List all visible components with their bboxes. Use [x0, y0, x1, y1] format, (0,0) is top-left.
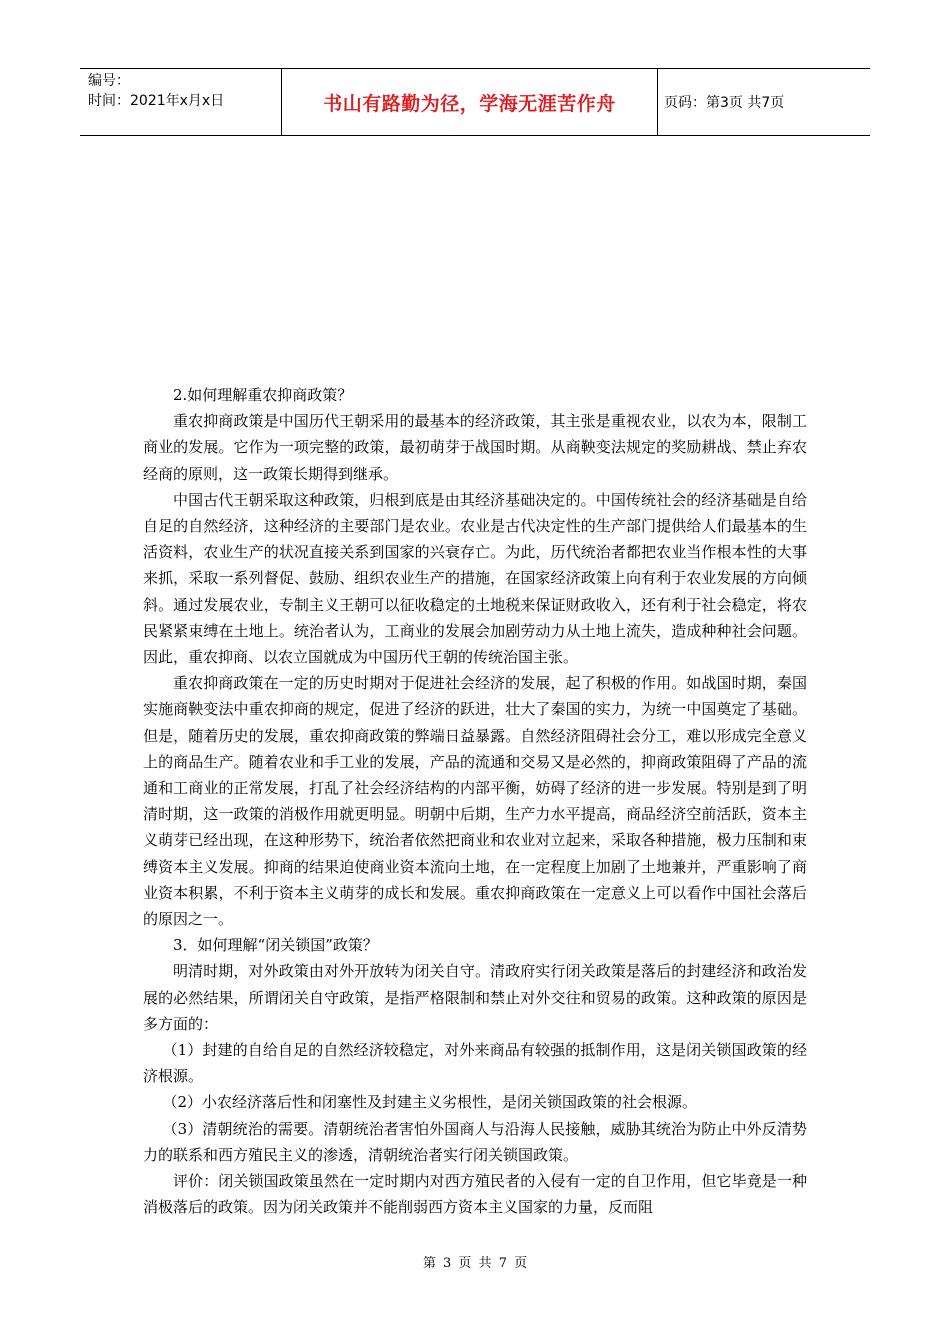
document-header	[80, 68, 870, 136]
document-body	[143, 382, 807, 1221]
document-date-label: 时间：2021年x月x日	[88, 93, 225, 109]
header-meta-cell	[80, 69, 282, 135]
body-paragraph: 评价：闭关锁国政策虽然在一定时期内对西方殖民者的入侵有一定的自卫作用，但它毕竟是一种消极落后的政策。因为闭关政策并不能削弱西方资本主义国家的力量，反而阻	[143, 1172, 807, 1217]
body-paragraph: 重农抑商政策是中国历代王朝采用的最基本的经济政策，其主张是重视农业，以农为本，限制工商业的发展。它作为一项完整的政策，最初萌芽于战国时期。从商鞅变法规定的奖励耕战、禁止弃农经商的原则，这一政策长期得到继承。	[143, 412, 807, 483]
list-item: （3）清朝统治的需要。清朝统治者害怕外国商人与沿海人民接触，威胁其统治为防止中外反清势力的联系和西方殖民主义的渗透，清朝统治者实行闭关锁国政策。	[143, 1119, 807, 1164]
body-paragraph: 重农抑商政策在一定的历史时期对于促进社会经济的发展，起了积极的作用。如战国时期，秦国实施商鞅变法中重农抑商的规定，促进了经济的跃进，壮大了秦国的实力，为统一中国奠定了基础。但是，随着历史的发展，重农抑商政策的弊端日益暴露。自然经济阻碍社会分工，难以形成完全意义上的商品生产。随着农业和手工业的发展，产品的流通和交易又是必然的，抑商政策阻碍了产品的流通和工商业的正常发展，打乱了社会经济结构的内部平衡，妨碍了经济的进一步发展。特别是到了明清时期，这一政策的消极作用就更明显。明朝中后期，生产力水平提高，商品经济空前活跃，资本主义萌芽已经出现，在这种形势下，统治者依然把商业和农业对立起来，采取各种措施，极力压制和束缚资本主义发展。抑商的结果迫使商业资本流向土地，在一定程度上加剧了土地兼并，严重影响了商业资本积累，不利于资本主义萌芽的成长和发展。重农抑商政策在一定意义上可以看作中国社会落后的原因之一。	[143, 674, 807, 929]
header-page-label: 页码：第3页 共7页	[664, 95, 785, 111]
body-paragraph: 中国古代王朝采取这种政策，归根到底是由其经济基础决定的。中国传统社会的经济基础是自给自足的自然经济，这种经济的主要部门是农业。农业是古代决定性的生产部门提供给人们最基本的生活资料，农业生产的状况直接关系到国家的兴衰存亡。为此，历代统治者都把农业当作根本性的大事来抓，采取一系列督促、鼓励、组织农业生产的措施，在国家经济政策上向有利于农业发展的方向倾斜。通过发展农业，专制主义王朝可以征收稳定的土地税来保证财政收入，还有利于社会稳定，将农民紧紧束缚在土地上。统治者认为，工商业的发展会加剧劳动力从土地上流失，造成种种社会问题。因此，重农抑商、以农立国就成为中国历代王朝的传统治国主张。	[143, 490, 807, 667]
list-item: （2）小农经济落后性和闭塞性及封建主义劣根性，是闭关锁国政策的社会根源。	[162, 1093, 698, 1112]
body-paragraph: 明清时期，对外政策由对外开放转为闭关自守。清政府实行闭关政策是落后的封建经济和政治发展的必然结果，所谓闭关自守政策，是指严格限制和禁止对外交往和贸易的政策。这种政策的原因是多方面的：	[143, 962, 807, 1033]
question-heading-3: 3．如何理解“闭关锁国”政策？	[173, 936, 378, 955]
question-heading-2: 2.如何理解重农抑商政策？	[173, 386, 353, 404]
page-footer: 第 3 页 共 7 页	[422, 1256, 528, 1271]
header-motto: 书山有路勤为径，学海无涯苦作舟	[282, 69, 658, 135]
list-item: （1）封建的自给自足的自然经济较稳定，对外来商品有较强的抵制作用，这是闭关锁国政策的经济根源。	[143, 1041, 807, 1086]
document-number-label: 编号：	[88, 73, 130, 89]
